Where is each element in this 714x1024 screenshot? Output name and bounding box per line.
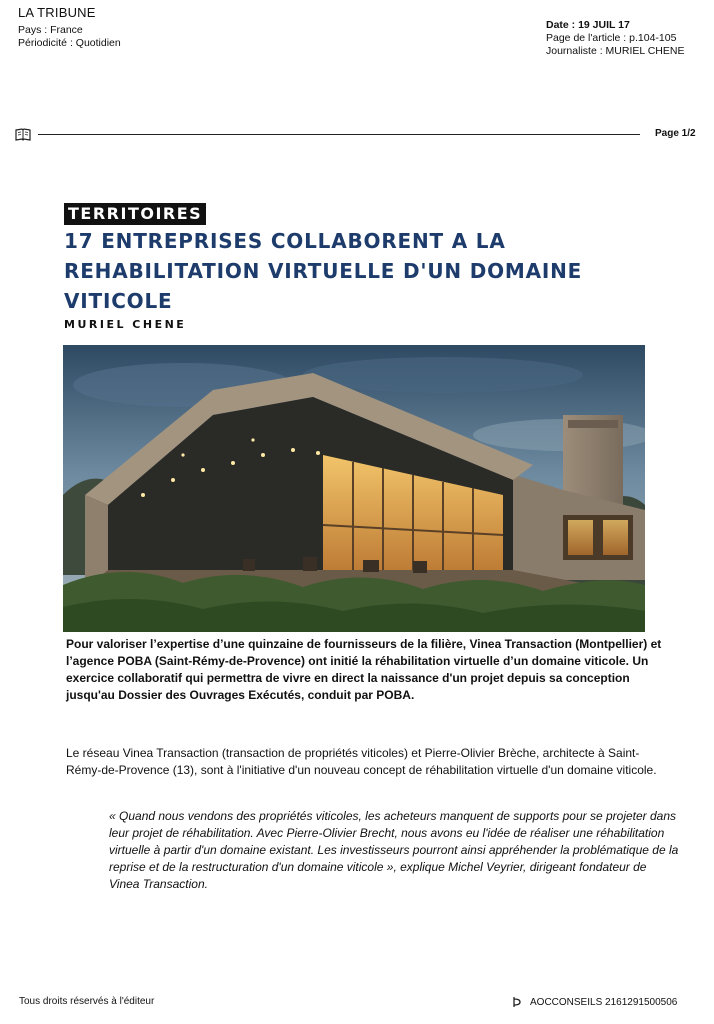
footer-code: AOCCONSEILS 2161291500506 — [530, 996, 678, 1008]
article-journalist: Journaliste : MURIEL CHENE — [546, 45, 685, 57]
article-date: Date : 19 JUIL 17 — [546, 19, 630, 31]
article-meta — [546, 19, 684, 58]
article-photo — [63, 345, 645, 632]
logo-mark-icon — [512, 996, 524, 1008]
section-tag: TERRITOIRES — [64, 203, 206, 225]
footer-code-block — [512, 996, 677, 1008]
page-indicator: Page 1/2 — [655, 128, 696, 139]
article-paragraph: Le réseau Vinea Transaction (transaction de propriétés viticoles) et Pierre-Olivier Brèche, architecte à Saint-Rémy-de-Provence (13), sont à l'initiative d'un nouveau concept de réhabilitation virtuelle d'un domaine viticole. — [66, 746, 657, 777]
publication-meta — [18, 24, 121, 50]
article-lead: Pour valoriser l’expertise d’une quinzaine de fournisseurs de la filière, Vinea Transaction (Montpellier) et l’agence POBA (Saint-Rémy-de-Provence) ont initié la réhabilitation virtuelle d’un domaine viticole. Un exercice collaboratif qui permettra de vivre en direct la naissance d'un projet depuis sa conception jusqu'au Dossier des Ouvrages Exécutés, conduit par POBA. — [66, 637, 662, 702]
publication-country: Pays : France — [18, 24, 83, 36]
header-divider — [38, 134, 640, 135]
publication-name: LA TRIBUNE — [18, 5, 96, 20]
book-icon — [15, 128, 31, 141]
article-pages: Page de l'article : p.104-105 — [546, 32, 677, 44]
publication-frequency: Périodicité : Quotidien — [18, 37, 121, 49]
article-byline: MURIEL CHENE — [64, 318, 187, 331]
article-headline: 17 ENTREPRISES COLLABORENT A LA REHABILITATION VIRTUELLE D'UN DOMAINE VITICOLE — [64, 229, 583, 313]
footer-rights: Tous droits réservés à l'éditeur — [19, 996, 155, 1007]
article-quote: « Quand nous vendons des propriétés viticoles, les acheteurs manquent de supports pour se projeter dans leur projet de réhabilitation. Avec Pierre-Olivier Brecht, nous avons eu l'idée de réaliser une réhabilitation virtuelle à partir d'un domaine existant. Les investisseurs pourront ainsi appréhender la problématique de la reprise et de la restructuration d'un domaine viticole », explique Michel Veyrier, dirigeant fondateur de Vinea Transaction. — [109, 809, 679, 891]
